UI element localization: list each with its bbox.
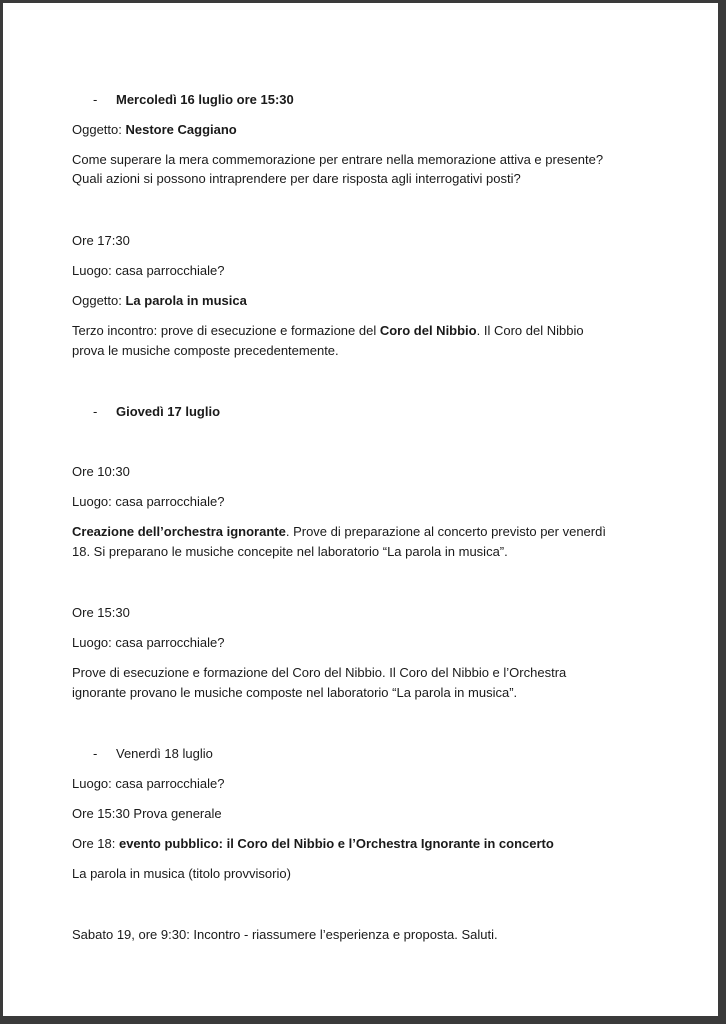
friday-heading [93, 746, 213, 762]
thursday-luogo-2: Luogo: casa parrocchiale? [72, 635, 225, 650]
thursday-text2-line-2: ignorante provano le musiche composte nel laboratorio “La parola in musica”. [72, 685, 518, 700]
oggetto-value: La parola in musica [125, 293, 247, 308]
thursday-text2-line-1: Prove di esecuzione e formazione del Coro del Nibbio. Il Coro del Nibbio e l’Orchestra [72, 665, 567, 680]
thursday-time-1: Ore 10:30 [72, 464, 130, 479]
text-bold-fragment: Creazione dell’orchestra ignorante [72, 524, 286, 539]
thursday-heading [93, 404, 220, 420]
saturday-text: Sabato 19, ore 9:30: Incontro - riassumere l’esperienza e proposta. Saluti. [72, 927, 498, 942]
bullet-dash: - [93, 746, 98, 761]
wednesday-heading-text: Mercoledì 16 luglio ore 15:30 [116, 92, 294, 107]
friday-prova: Ore 15:30 Prova generale [72, 806, 222, 821]
text-fragment: Terzo incontro: prove di esecuzione e formazione del [72, 323, 380, 338]
friday-heading-text: Venerdì 18 luglio [116, 746, 213, 761]
wednesday-heading [93, 92, 294, 108]
thursday-text1-line-2: 18. Si preparano le musiche concepite nel laboratorio “La parola in musica”. [72, 544, 508, 559]
thursday-time-2: Ore 15:30 [72, 605, 130, 620]
bullet-dash: - [93, 404, 98, 419]
bullet-dash: - [93, 92, 98, 107]
thursday-luogo-1: Luogo: casa parrocchiale? [72, 494, 225, 509]
oggetto-value: Nestore Caggiano [125, 122, 237, 137]
wednesday-text2-line-1 [72, 323, 584, 339]
wednesday-time-2: Ore 17:30 [72, 233, 130, 248]
text-bold-fragment: Coro del Nibbio [379, 323, 477, 338]
thursday-text1-line-1 [72, 524, 606, 540]
wednesday-text-line-2: Quali azioni si possono intraprendere per dare risposta agli interrogativi posti? [72, 171, 521, 186]
wednesday-text-line-1: Come superare la mera commemorazione per entrare nella memorazione attiva e presente? [72, 152, 604, 167]
wednesday-oggetto-2 [72, 293, 247, 309]
oggetto-label: Oggetto: [72, 293, 126, 308]
wednesday-luogo-2: Luogo: casa parrocchiale? [72, 263, 225, 278]
wednesday-text2-line-2: prova le musiche composte precedentemente. [72, 343, 339, 358]
document-page [3, 3, 718, 1016]
text-fragment: . Prove di preparazione al concerto previsto per venerdì [285, 524, 606, 539]
friday-luogo: Luogo: casa parrocchiale? [72, 776, 225, 791]
text-fragment: Ore 18: [72, 836, 119, 851]
friday-event [72, 836, 554, 852]
oggetto-label: Oggetto: [72, 122, 126, 137]
text-bold-fragment: evento pubblico: il Coro del Nibbio e l’Orchestra Ignorante in concerto [118, 836, 554, 851]
wednesday-oggetto [72, 122, 237, 138]
thursday-heading-text: Giovedì 17 luglio [116, 404, 221, 419]
friday-title: La parola in musica (titolo provvisorio) [72, 866, 291, 881]
text-fragment: . Il Coro del Nibbio [476, 323, 584, 338]
